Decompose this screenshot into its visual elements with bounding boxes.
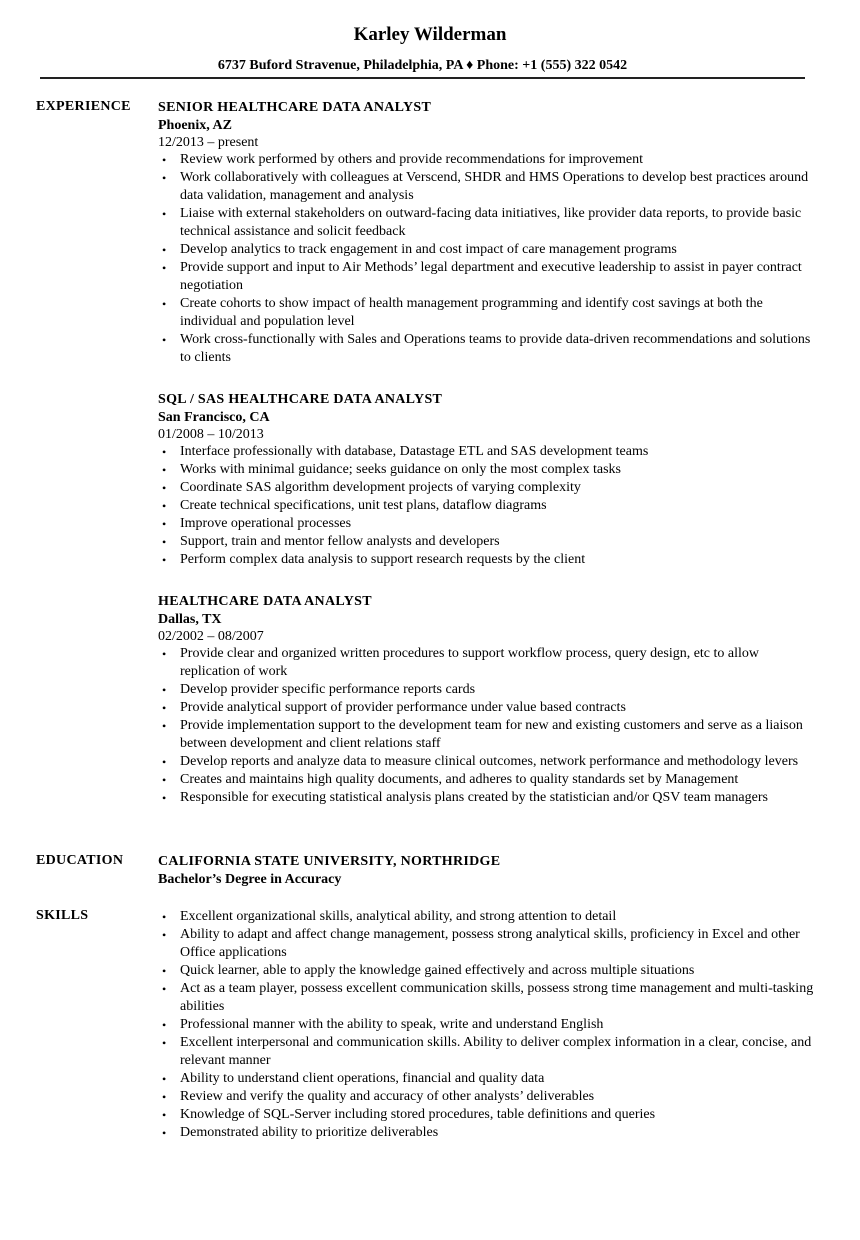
bullet-text: Support, train and mentor fellow analysts and developers — [180, 534, 500, 549]
bullet-text: Work cross-functionally with Sales and Operations teams to provide data-driven recommendations and solutions to clients — [180, 332, 811, 365]
bullet-icon: • — [162, 553, 167, 567]
degree: Bachelor’s Degree in Accuracy — [158, 872, 342, 887]
skills-list — [158, 908, 818, 1142]
bullet-icon: • — [162, 1018, 167, 1032]
bullet-text: Liaise with external stakeholders on outward-facing data initiatives, like provider data reports, to provide basic technical assistance and solicit feedback — [180, 206, 802, 239]
bullet-text: Ability to adapt and affect change management, possess strong analytical skills, proficiency in Excel and other Office applications — [180, 927, 800, 960]
bullet-item — [158, 331, 818, 367]
bullet-text: Excellent interpersonal and communication skills. Ability to deliver complex information in a clear, concise, and relevant manner — [180, 1035, 812, 1068]
bullet-text: Perform complex data analysis to support research requests by the client — [180, 552, 586, 567]
bullet-text: Coordinate SAS algorithm development projects of varying complexity — [180, 480, 581, 495]
bullet-icon: • — [162, 153, 167, 167]
job-location: San Francisco, CA — [158, 410, 270, 425]
bullet-text: Works with minimal guidance; seeks guidance on only the most complex tasks — [180, 462, 621, 477]
job-entry — [158, 99, 818, 367]
bullet-item — [158, 295, 818, 331]
job-dates: 12/2013 – present — [158, 135, 259, 150]
header-divider — [40, 77, 805, 79]
contact-line: 6737 Buford Stravenue, Philadelphia, PA ♦ Phone: +1 (555) 322 0542 — [217, 58, 628, 73]
job-location: Dallas, TX — [158, 612, 222, 627]
bullet-text: Demonstrated ability to prioritize deliverables — [180, 1125, 439, 1140]
bullet-icon: • — [162, 701, 167, 715]
bullet-text: Provide support and input to Air Methods’ legal department and executive leadership to assist in payer contract negotiation — [180, 260, 802, 293]
bullet-icon: • — [162, 243, 167, 257]
bullet-item — [158, 771, 818, 789]
bullet-icon: • — [162, 928, 167, 942]
bullet-text: Review and verify the quality and accuracy of other analysts’ deliverables — [180, 1089, 595, 1104]
bullet-item — [158, 169, 818, 205]
bullet-text: Provide clear and organized written procedures to support workflow process, query design, etc to allow replication of work — [180, 646, 760, 679]
education-entry — [158, 853, 818, 888]
bullet-icon: • — [162, 791, 167, 805]
bullet-item — [158, 205, 818, 241]
bullet-icon: • — [162, 1090, 167, 1104]
candidate-name: Karley Wilderman — [353, 24, 507, 45]
bullet-item — [158, 1070, 818, 1088]
bullet-icon: • — [162, 773, 167, 787]
job-entry — [158, 391, 818, 569]
bullet-icon: • — [162, 445, 167, 459]
bullet-icon: • — [162, 499, 167, 513]
bullet-item — [158, 908, 818, 926]
bullet-item — [158, 1106, 818, 1124]
bullet-icon: • — [162, 964, 167, 978]
bullet-text: Responsible for executing statistical analysis plans created by the statistician and/or QSV team managers — [180, 790, 768, 805]
bullet-icon: • — [162, 1036, 167, 1050]
bullet-icon: • — [162, 297, 167, 311]
job-title: SQL / SAS HEALTHCARE DATA ANALYST — [158, 392, 443, 407]
bullet-item — [158, 241, 818, 259]
bullet-item — [158, 1088, 818, 1106]
bullet-text: Provide analytical support of provider performance under value based contracts — [180, 700, 626, 715]
skills-heading: SKILLS — [36, 908, 89, 923]
job-bullets — [158, 151, 818, 367]
bullet-item — [158, 645, 818, 681]
bullet-item — [158, 259, 818, 295]
bullet-text: Create technical specifications, unit test plans, dataflow diagrams — [180, 498, 547, 513]
bullet-icon: • — [162, 719, 167, 733]
job-dates: 01/2008 – 10/2013 — [158, 427, 264, 442]
bullet-item — [158, 151, 818, 169]
bullet-item — [158, 717, 818, 753]
bullet-text: Knowledge of SQL-Server including stored procedures, table definitions and queries — [180, 1107, 656, 1122]
bullet-icon: • — [162, 1072, 167, 1086]
bullet-text: Act as a team player, possess excellent communication skills, possess strong time management and multi-tasking abilities — [180, 981, 814, 1014]
bullet-text: Interface professionally with database, Datastage ETL and SAS development teams — [180, 444, 649, 459]
job-title: HEALTHCARE DATA ANALYST — [158, 594, 372, 609]
bullet-text: Professional manner with the ability to speak, write and understand English — [180, 1017, 604, 1032]
job-title: SENIOR HEALTHCARE DATA ANALYST — [158, 100, 432, 115]
bullet-item — [158, 497, 818, 515]
bullet-item — [158, 1016, 818, 1034]
bullet-icon: • — [162, 1126, 167, 1140]
bullet-icon: • — [162, 333, 167, 347]
bullet-item — [158, 789, 818, 807]
bullet-item — [158, 980, 818, 1016]
bullet-text: Develop provider specific performance reports cards — [180, 682, 476, 697]
bullet-text: Creates and maintains high quality documents, and adheres to quality standards set by Management — [180, 772, 739, 787]
job-dates: 02/2002 – 08/2007 — [158, 629, 264, 644]
bullet-item — [158, 1034, 818, 1070]
bullet-icon: • — [162, 261, 167, 275]
bullet-item — [158, 681, 818, 699]
bullet-icon: • — [162, 982, 167, 996]
bullet-text: Create cohorts to show impact of health management programming and identify cost savings at both the individual and population level — [180, 296, 763, 329]
bullet-icon: • — [162, 463, 167, 477]
bullet-item — [158, 962, 818, 980]
bullet-text: Develop reports and analyze data to measure clinical outcomes, network performance and methodology levers — [180, 754, 799, 769]
bullet-text: Provide implementation support to the development team for new and existing customers and serve as a liaison between development and client relations staff — [180, 718, 803, 751]
bullet-item — [158, 533, 818, 551]
bullet-icon: • — [162, 647, 167, 661]
job-entry — [158, 593, 818, 807]
bullet-icon: • — [162, 171, 167, 185]
bullet-item — [158, 479, 818, 497]
school-name: CALIFORNIA STATE UNIVERSITY, NORTHRIDGE — [158, 854, 501, 869]
job-bullets — [158, 443, 818, 569]
bullet-icon: • — [162, 910, 167, 924]
bullet-item — [158, 1124, 818, 1142]
bullet-item — [158, 443, 818, 461]
bullet-text: Improve operational processes — [180, 516, 352, 531]
bullet-icon: • — [162, 1108, 167, 1122]
bullet-icon: • — [162, 517, 167, 531]
bullet-icon: • — [162, 207, 167, 221]
skills-entry — [158, 908, 818, 1142]
bullet-text: Excellent organizational skills, analytical ability, and strong attention to detail — [180, 909, 617, 924]
bullet-item — [158, 699, 818, 717]
job-location: Phoenix, AZ — [158, 118, 232, 133]
bullet-text: Quick learner, able to apply the knowledge gained effectively and across multiple situations — [180, 963, 695, 978]
bullet-text: Develop analytics to track engagement in and cost impact of care management programs — [180, 242, 677, 257]
bullet-icon: • — [162, 755, 167, 769]
bullet-item — [158, 926, 818, 962]
bullet-icon: • — [162, 481, 167, 495]
bullet-icon: • — [162, 683, 167, 697]
bullet-item — [158, 461, 818, 479]
bullet-item — [158, 753, 818, 771]
bullet-icon: • — [162, 535, 167, 549]
education-heading: EDUCATION — [36, 853, 124, 868]
bullet-text: Ability to understand client operations, financial and quality data — [180, 1071, 545, 1086]
bullet-item — [158, 515, 818, 533]
bullet-text: Work collaboratively with colleagues at Verscend, SHDR and HMS Operations to develop best practices around data validation, management and analysis — [180, 170, 809, 203]
job-bullets — [158, 645, 818, 807]
experience-heading: EXPERIENCE — [36, 99, 131, 114]
bullet-text: Review work performed by others and provide recommendations for improvement — [180, 152, 644, 167]
bullet-item — [158, 551, 818, 569]
